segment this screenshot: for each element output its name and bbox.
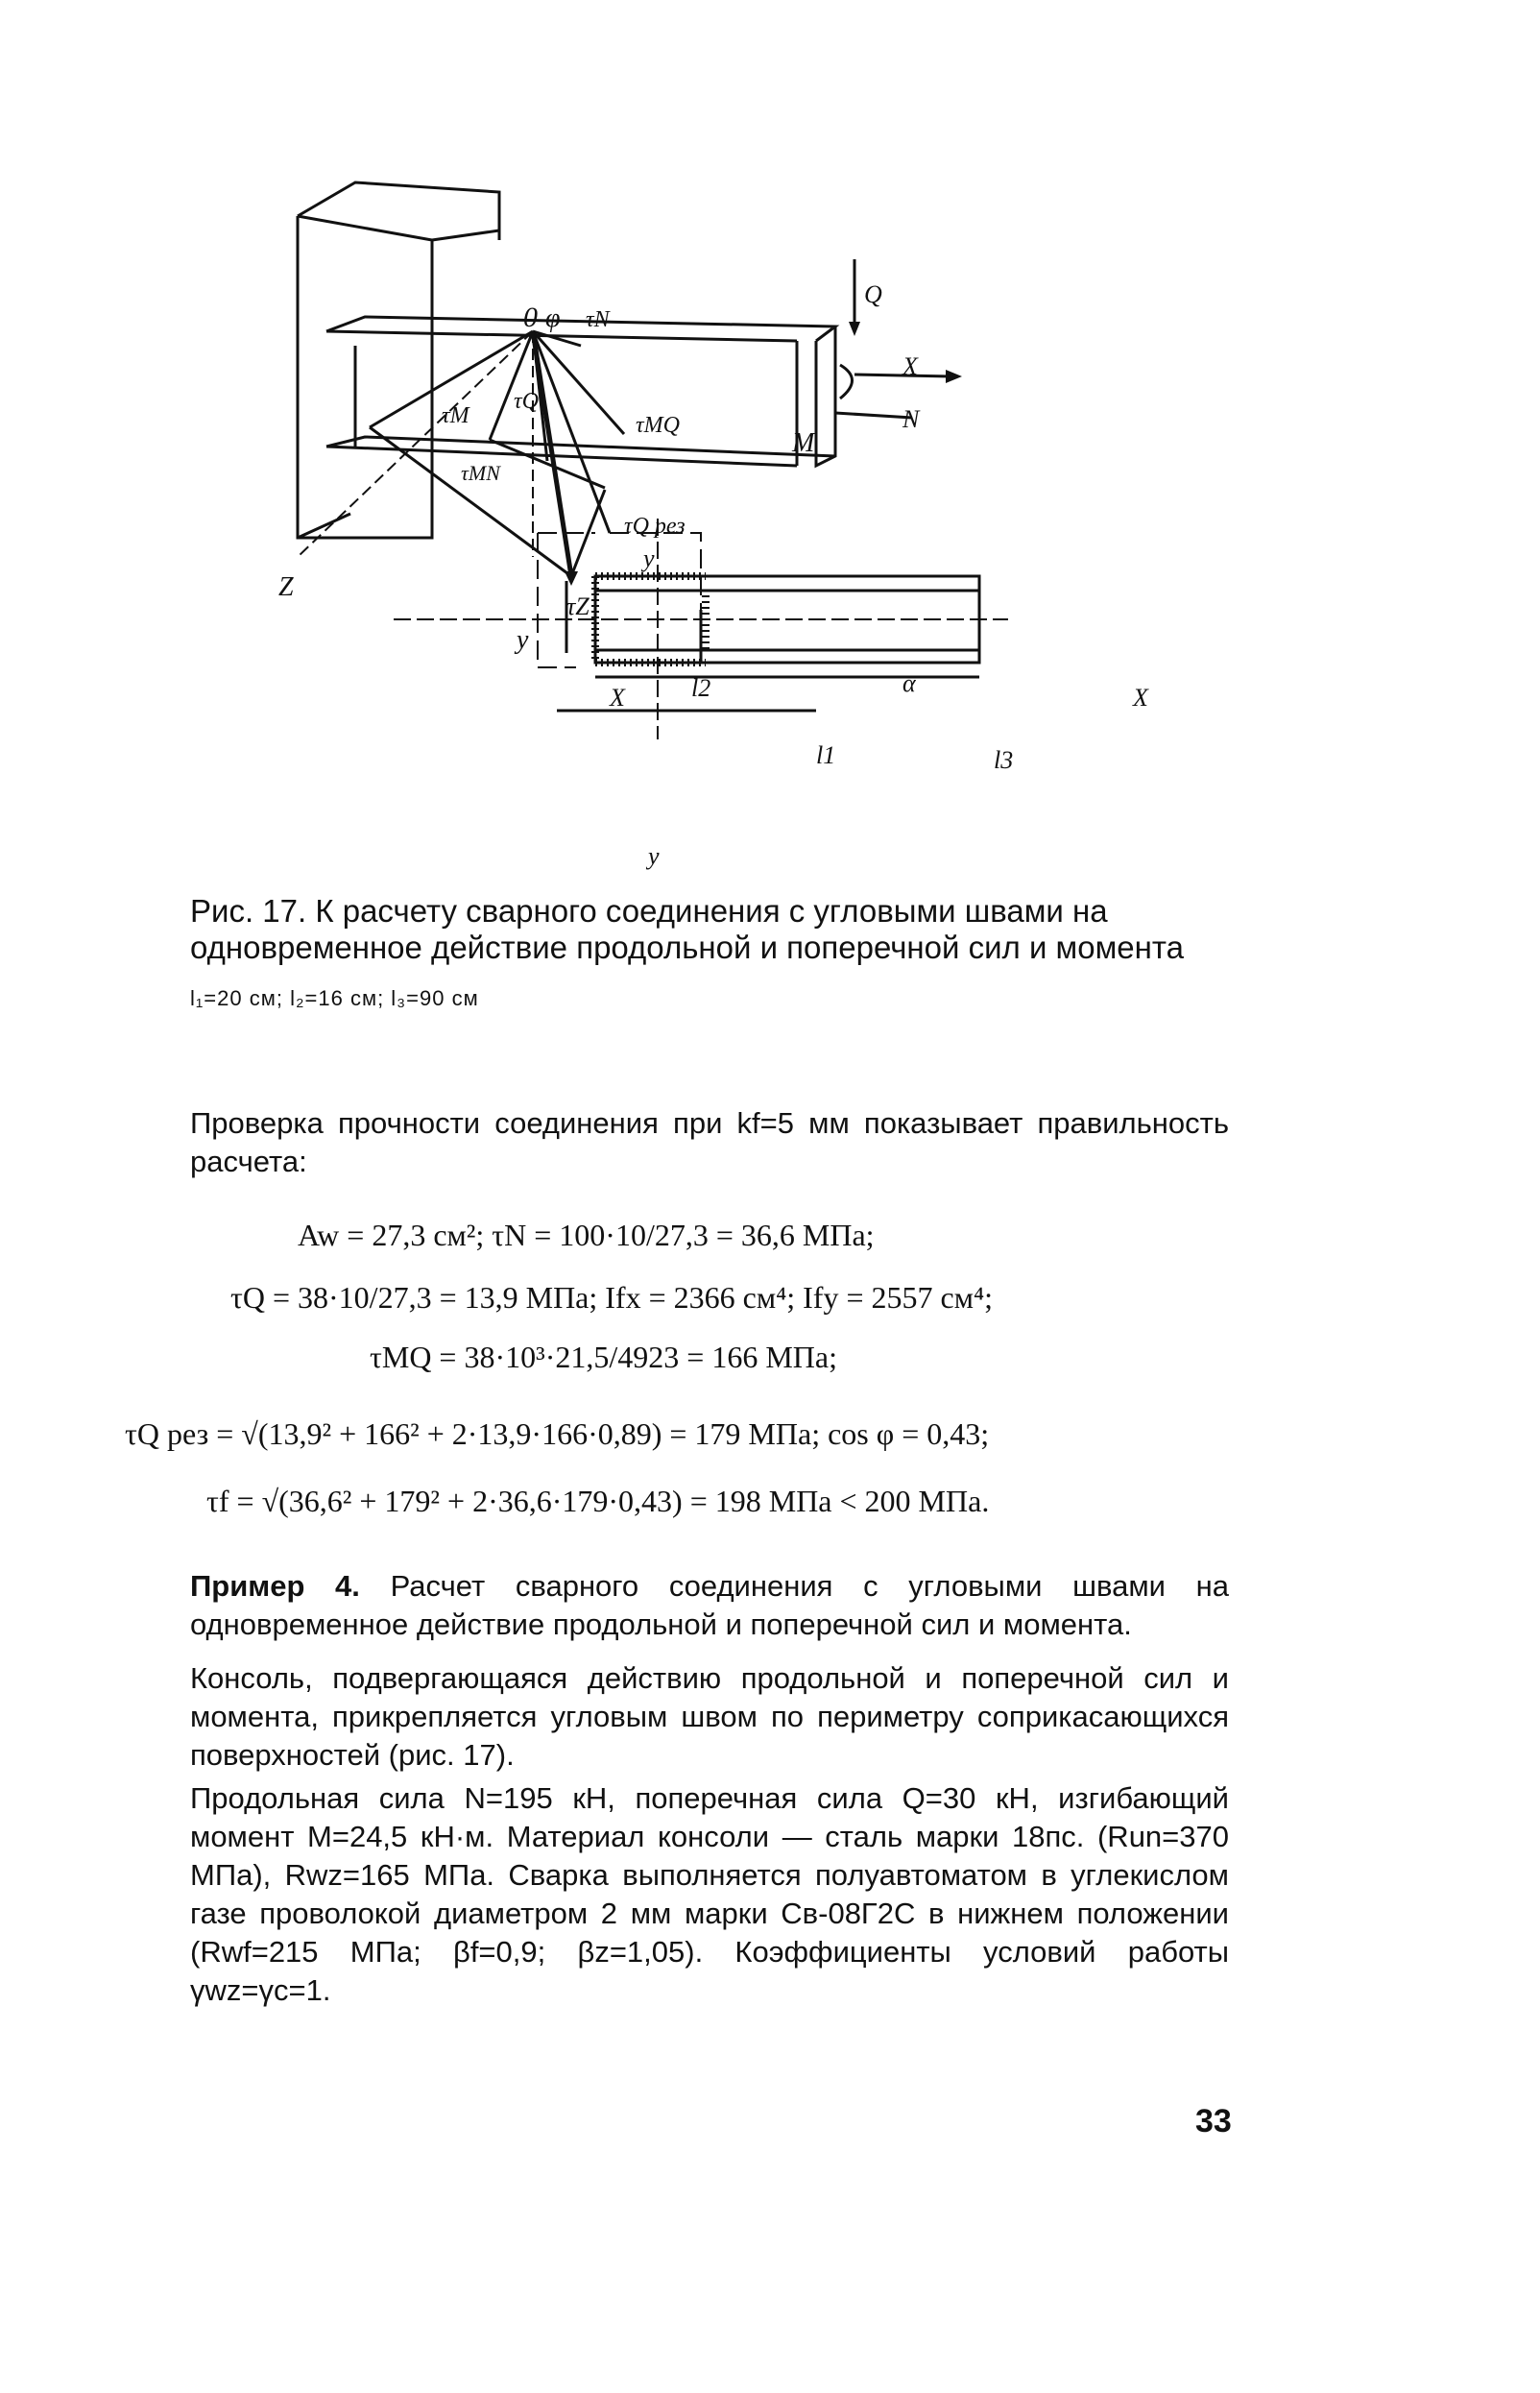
paragraph-check: Проверка прочности соединения при kf=5 мм показывает правильность расчета: bbox=[190, 1106, 1229, 1178]
label-x-right: X bbox=[1133, 684, 1148, 712]
label-alpha: α bbox=[902, 669, 916, 697]
label-q: Q bbox=[864, 280, 882, 308]
formula-1: Aw = 27,3 см²; τN = 100·10/27,3 = 36,6 МПа; bbox=[298, 1218, 875, 1252]
label-tau-mq: τMQ bbox=[636, 413, 680, 438]
page-number: 33 bbox=[1195, 2103, 1232, 2139]
label-o: 0 bbox=[523, 302, 538, 333]
figure-17 bbox=[278, 173, 1162, 893]
label-tau-z: τZ bbox=[566, 592, 590, 620]
label-x: X bbox=[902, 352, 918, 380]
label-l3: l3 bbox=[994, 746, 1014, 774]
paragraph-data: Продольная сила N=195 кН, поперечная сила Q=30 кН, изгибающий момент M=24,5 кН·м. Материал консоли — сталь марки 18пс. (Run=370 МПа), Rwz=165 МПа. Сварка выполняется полуавтоматом в углекислом газе проволокой диаметром 2 мм марки Св-08Г2С в нижнем положении (Rwf=215 МПа; βf=0,9; βz=1,05). Коэффициенты условий работы γwz=γc=1. bbox=[190, 1781, 1229, 2007]
weld-diagram bbox=[278, 173, 1162, 893]
paragraph-console: Консоль, подвергающаяся действию продольной и поперечной сил и момента, прикрепляется угловым швом по периметру соприкасающихся поверхностей (рис. 17). bbox=[190, 1661, 1229, 1772]
label-tau-q-res: τQ рез bbox=[624, 514, 686, 539]
label-z: Z bbox=[278, 572, 294, 602]
example-label: Пример 4. bbox=[190, 1569, 360, 1603]
label-tau-m: τM bbox=[442, 403, 469, 428]
figure-dimensions: l₁=20 см; l₂=16 см; l₃=90 см bbox=[190, 986, 479, 1010]
label-m: M bbox=[792, 428, 815, 458]
formula-2: τQ = 38·10/27,3 = 13,9 МПа; Ifx = 2366 см⁴; Ify = 2557 см⁴; bbox=[230, 1280, 993, 1315]
label-x-left: X bbox=[610, 684, 625, 712]
formula-5: τf = √(36,6² + 179² + 2·36,6·179·0,43) = 198 МПа < 200 МПа. bbox=[206, 1484, 990, 1518]
label-n: N bbox=[902, 405, 920, 433]
figure-caption: Рис. 17. К расчету сварного соединения с угловыми швами на одновременное действие продольной и поперечной сил и момента bbox=[190, 893, 1184, 965]
label-tau-n: τN bbox=[586, 307, 610, 332]
label-tau-q: τQ bbox=[514, 389, 539, 414]
label-y-bottom: y bbox=[648, 842, 660, 870]
label-phi: φ bbox=[545, 303, 561, 333]
label-y: y bbox=[517, 625, 529, 655]
example-title: Расчет сварного соединения с угловыми швами на одновременное действие продольной и поперечной сил и момента. bbox=[190, 1569, 1229, 1641]
label-y-top: y bbox=[643, 544, 655, 572]
formula-4: τQ рез = √(13,9² + 166² + 2·13,9·166·0,89) = 179 МПа; cos φ = 0,43; bbox=[125, 1416, 990, 1451]
formula-3: τMQ = 38·10³·21,5/4923 = 166 МПа; bbox=[370, 1340, 837, 1374]
example-paragraph bbox=[190, 1567, 1229, 1644]
label-l2: l2 bbox=[691, 674, 711, 702]
label-l1: l1 bbox=[816, 741, 836, 769]
label-tau-mn: τMN bbox=[461, 461, 500, 485]
